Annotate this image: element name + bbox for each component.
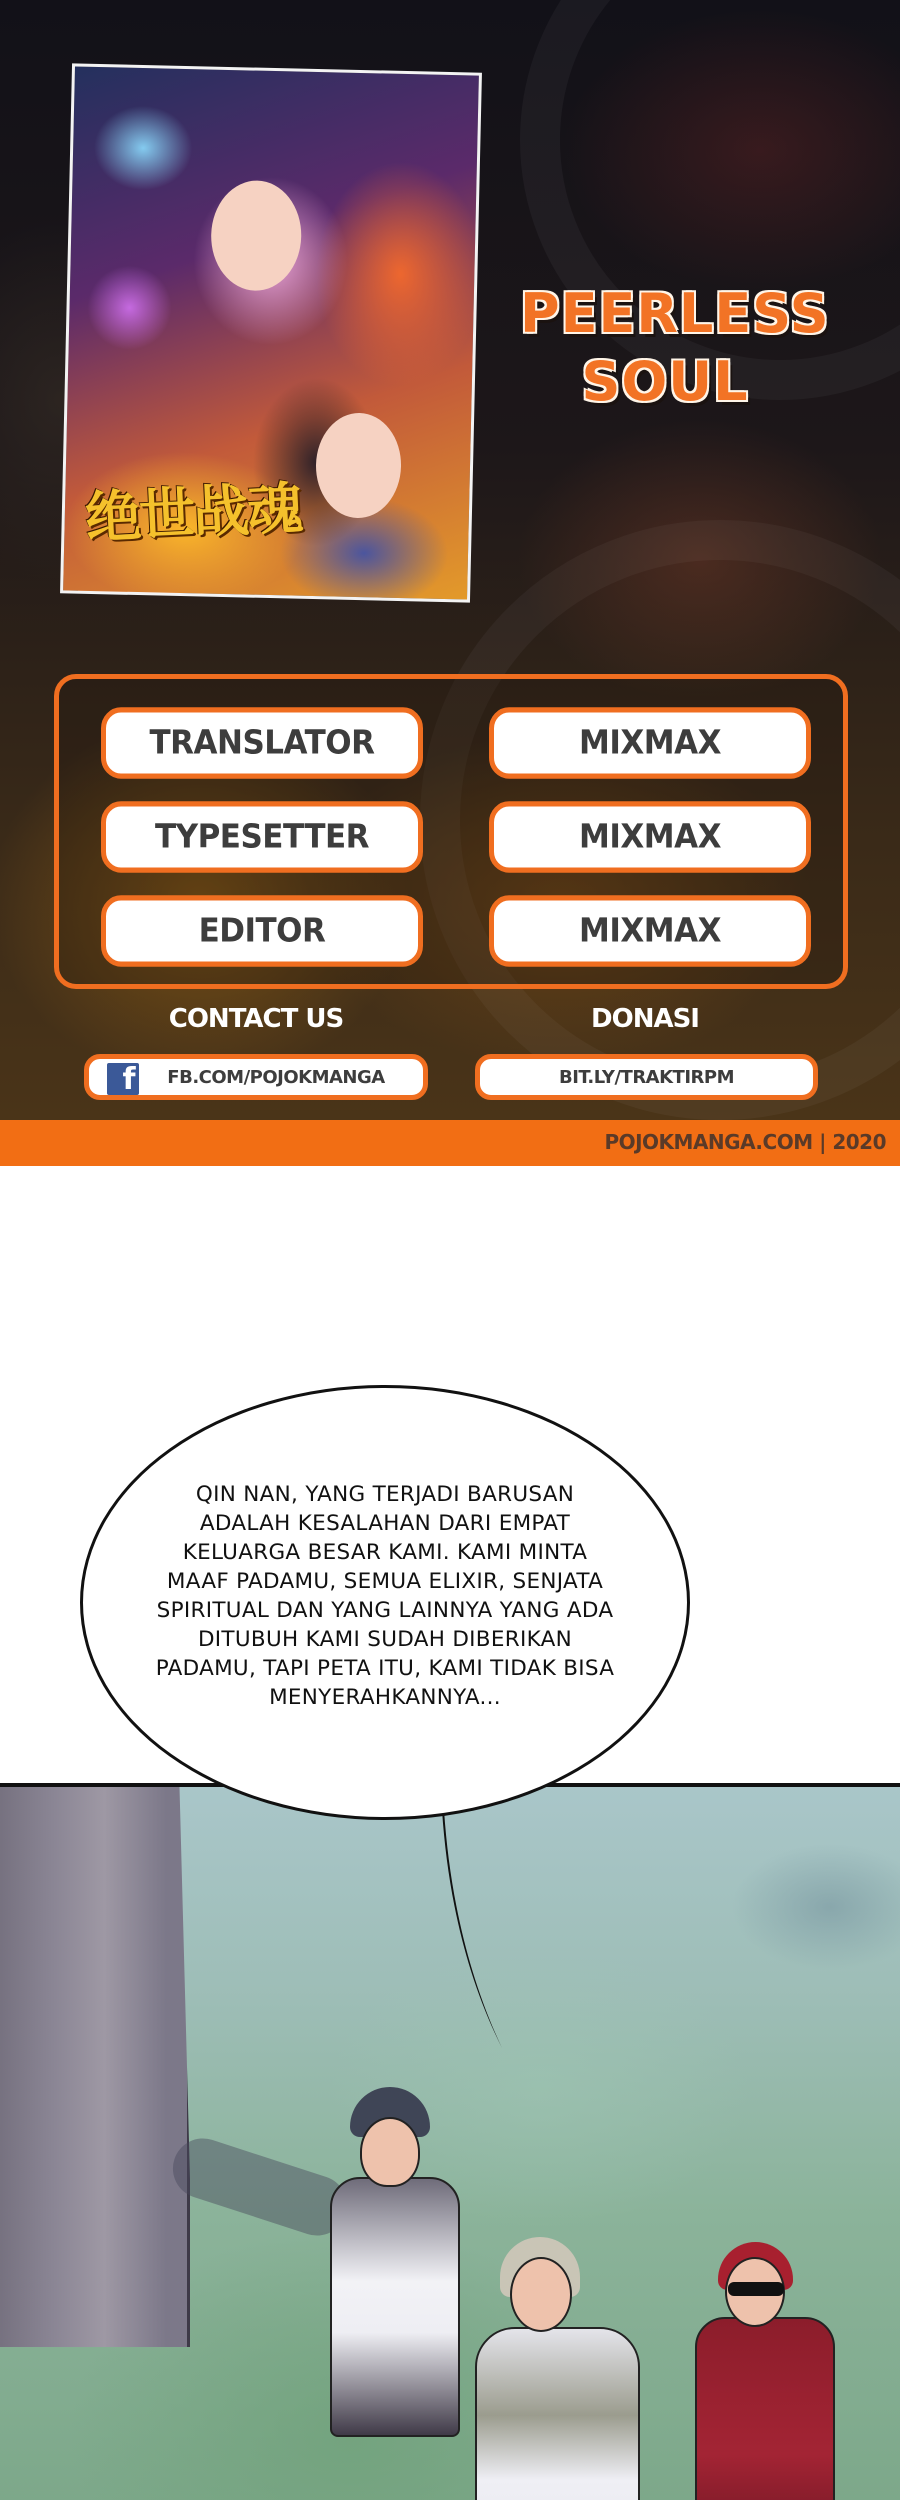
translator-name: MIXMAX [489,707,811,778]
series-title [520,280,830,416]
typesetter-name: MIXMAX [489,801,811,872]
contact-us-heading: CONTACT US [168,1004,344,1034]
tree-trunk [0,1787,190,2347]
donation-link[interactable] [475,1054,818,1100]
role-translator: TRANSLATOR [101,707,423,778]
series-cover [66,68,476,598]
site-credit: POJOKMANGA.COM | 2020 [604,1130,886,1154]
facebook-link[interactable] [84,1054,428,1100]
donation-link-text: BIT.LY/TRAKTIRPM [558,1066,735,1088]
cover-title-logo: 绝世战魂 [83,475,303,552]
speech-bubble-tail [440,1810,510,2050]
role-typesetter: TYPESETTER [101,801,423,872]
footer-bar [0,1120,900,1166]
facebook-link-text: FB.COM/POJOKMANGA [167,1066,385,1088]
facebook-icon: f [107,1063,139,1095]
donasi-heading: DONASI [591,1004,699,1034]
editor-name: MIXMAX [489,895,811,966]
role-editor: EDITOR [101,895,423,966]
tree-shadow [165,2131,355,2244]
series-title-line1: PEERLESS [520,282,830,345]
cover-artwork [60,63,482,602]
credits-page [0,0,900,1120]
cover-character-boy [315,412,402,519]
series-title-line2: SOUL [581,350,749,413]
speech-bubble-text: QIN NAN, YANG TERJADI BARUSAN ADALAH KESALAHAN DARI EMPAT KELUARGA BESAR KAMI. KAMI MINTA MAAF PADAMU, SEMUA ELIXIR, SENJATA SPIRITUAL DAN YANG LAINNYA YANG ADA DITUBUH KAMI SUDAH DIBERIKAN PADAMU, TAPI PETA ITU, KAMI TIDAK BISA MENYERAHKANNYA... [155,1482,615,1710]
staff-credits-panel [54,674,848,989]
cover-character-girl [210,180,302,292]
